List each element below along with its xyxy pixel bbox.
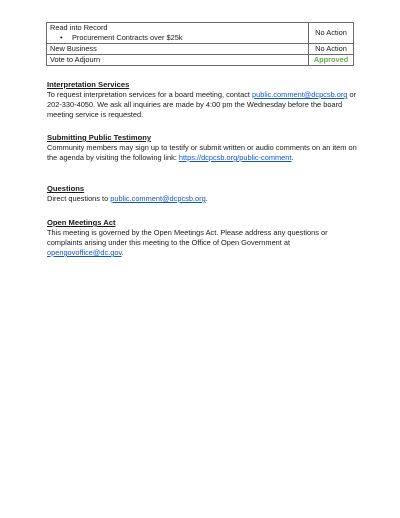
public-comment-link[interactable]: https://dcpcsb.org/public-comment <box>178 153 292 162</box>
table-row <box>47 55 354 66</box>
agenda-item-cell <box>47 23 309 44</box>
agenda-sub-item-text: Procurement Contracts over $25k <box>72 33 183 42</box>
bullet-icon: • <box>60 33 63 42</box>
section-heading: Open Meetings Act <box>47 218 116 227</box>
section-text <box>47 90 357 120</box>
agenda-item: New Business <box>47 44 309 55</box>
agenda-action: No Action <box>309 23 354 44</box>
table-row <box>47 44 354 55</box>
questions-section <box>47 184 357 204</box>
section-heading: Submitting Public Testimony <box>47 133 152 142</box>
text-segment: . <box>205 194 208 203</box>
agenda-table <box>46 22 354 66</box>
text-segment: This meeting is governed by the Open Meetings Act. Please address any questions or complaints arising under this meeting to the Office of Open Government at <box>47 228 328 247</box>
table-row <box>47 23 354 44</box>
open-meetings-section <box>47 218 357 258</box>
section-heading: Interpretation Services <box>47 80 130 89</box>
text-segment: . <box>121 248 124 257</box>
section-text <box>47 143 357 163</box>
text-segment: . <box>291 153 294 162</box>
section-text <box>47 228 357 258</box>
agenda-action: No Action <box>309 44 354 55</box>
agenda-sub-item <box>50 33 305 43</box>
section-heading: Questions <box>47 184 85 193</box>
text-segment: or 202-330-4050. We ask all inquiries are made by 4:00 pm the Wednesday before the board meeting service is requested. <box>47 90 357 119</box>
agenda-item: Read into Record <box>50 23 108 32</box>
email-link[interactable]: public.comment@dcpcsb.org <box>252 90 348 99</box>
email-link[interactable]: public.comment@dcpcsb.org <box>110 194 206 203</box>
email-link[interactable]: opengovoffice@dc.gov <box>47 248 122 257</box>
section-text <box>47 194 357 204</box>
agenda-item: Vote to Adjourn <box>47 55 309 66</box>
testimony-section <box>47 133 357 163</box>
text-segment: To request interpretation services for a board meeting, contact <box>47 90 252 99</box>
interpretation-section <box>47 80 357 120</box>
agenda-action-approved: Approved <box>309 55 354 66</box>
text-segment: Community members may sign up to testify or submit written or audio comments on an item on the agenda by visiting the following link: <box>47 143 357 162</box>
text-segment: Direct questions to <box>47 194 111 203</box>
